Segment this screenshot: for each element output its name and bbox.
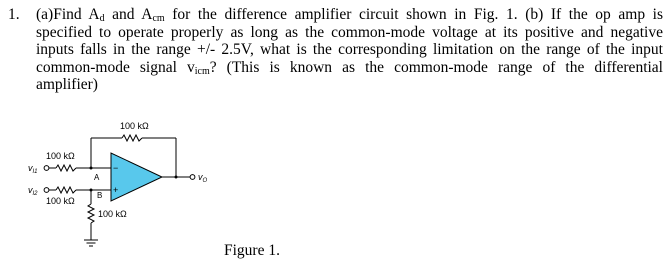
input1-resistor-label: 100 kΩ xyxy=(46,151,75,161)
input1-terminal xyxy=(44,166,49,171)
input1-label-v: v xyxy=(28,163,33,173)
plus-sign: + xyxy=(113,185,119,195)
question-text: specified to operate properly as long as the common-mode voltage at its positive and negative xyxy=(36,23,663,41)
node-dot xyxy=(175,176,178,179)
minus-sign: − xyxy=(113,163,119,173)
resistor-ground xyxy=(88,204,94,223)
node-a-label: A xyxy=(94,173,100,182)
subscript-d: d xyxy=(99,13,105,24)
feedback-resistor-label: 100 kΩ xyxy=(120,121,149,131)
input2-terminal xyxy=(44,188,49,193)
subscript-cm: cm xyxy=(152,13,165,24)
question-number: 1. xyxy=(8,6,20,23)
figure-caption: Figure 1. xyxy=(224,242,280,259)
question-text: (a)Find A xyxy=(36,6,100,23)
input2-resistor-label: 100 kΩ xyxy=(46,196,75,206)
output-terminal xyxy=(190,175,195,180)
question-text: common-mode signal v xyxy=(36,58,195,76)
input2-label-v: v xyxy=(28,185,33,195)
input1-label xyxy=(28,163,38,175)
node-dot xyxy=(90,167,93,170)
subscript-icm: icm xyxy=(194,65,210,77)
input2-label xyxy=(28,185,38,197)
question-text: ? (This is known as the common-mode range of the differential xyxy=(209,58,663,76)
opamp-triangle xyxy=(111,153,162,201)
input2-label-sub: I2 xyxy=(32,191,38,197)
input1-label-sub: I1 xyxy=(32,169,38,175)
question-text: and A xyxy=(104,6,153,23)
question-text: for the difference amplifier circuit shown in Fig. 1. (b) If the op amp is xyxy=(164,6,664,23)
node-b-label: B xyxy=(97,191,103,200)
output-label-sub: O xyxy=(202,178,208,184)
output-label-v: v xyxy=(198,172,203,182)
question-text: inputs falls in the range +/- 2.5V, what is the corresponding limitation on the range of the input xyxy=(36,41,663,58)
resistor-feedback xyxy=(122,135,142,141)
resistor-input2 xyxy=(56,187,76,193)
node-dot xyxy=(90,189,93,192)
resistor-input1 xyxy=(56,165,76,171)
ground-resistor-label: 100 kΩ xyxy=(98,209,127,219)
question-text: amplifier) xyxy=(36,76,98,93)
output-label xyxy=(198,172,208,184)
